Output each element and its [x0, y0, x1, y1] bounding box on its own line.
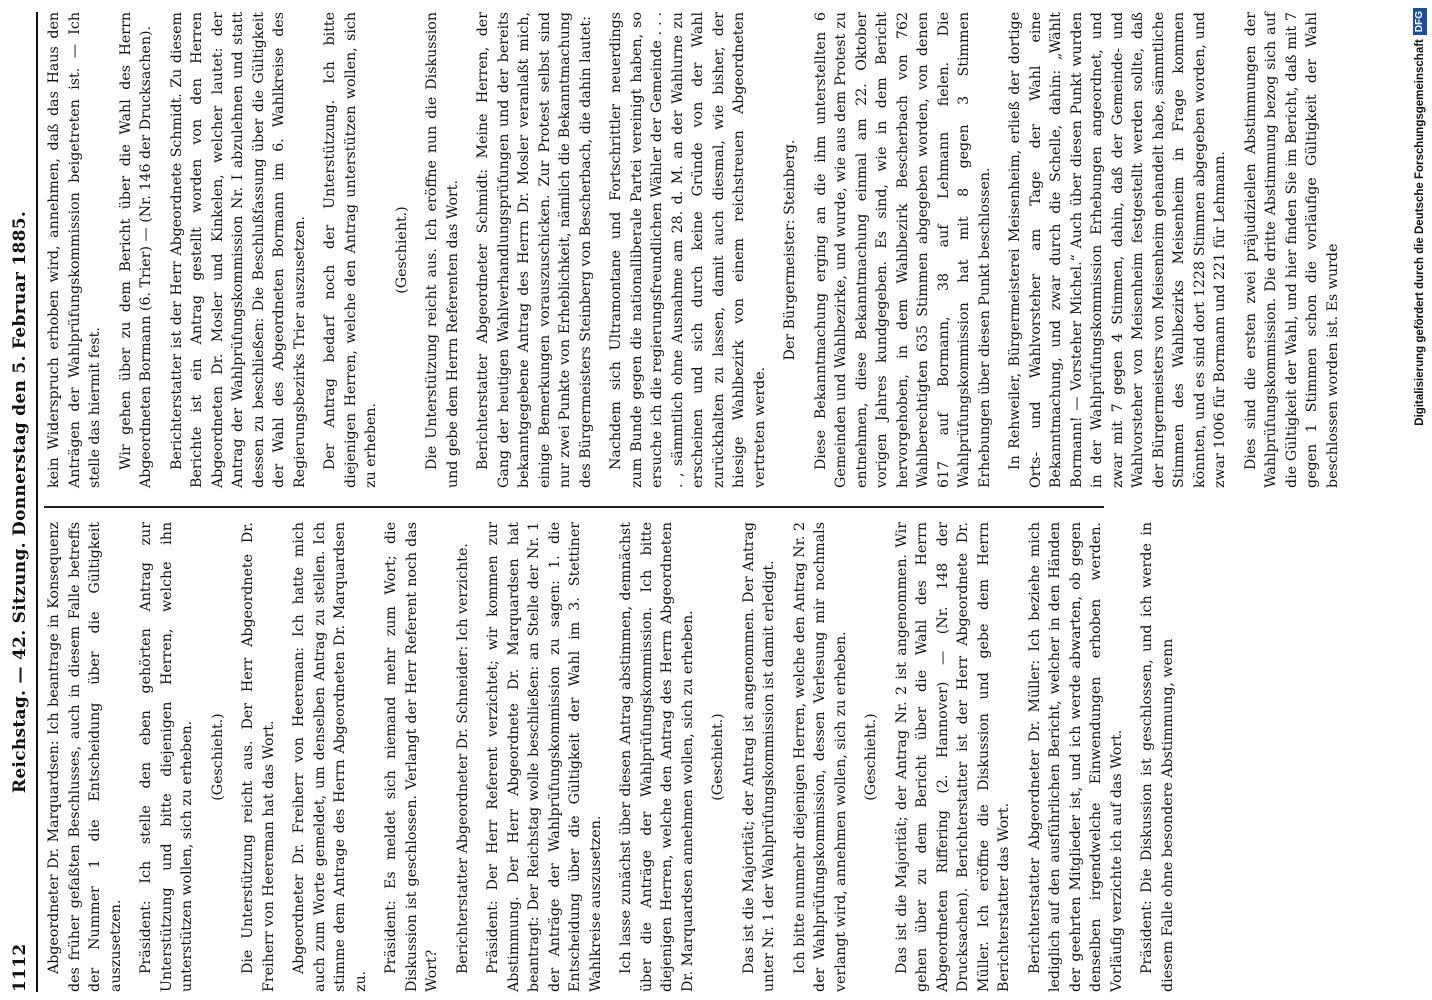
paragraph: (Geschieht.)	[710, 713, 726, 801]
paragraph: Die Unterstützung reicht aus. Ich eröffne nun die Diskussion und gebe dem Herrn Referenten das Wort.	[424, 12, 461, 488]
paragraph: Abgeordneter Dr. Marquardsen: Ich beantrage in Konsequenz des früher gefaßten Beschlusses, auch in diesem Falle betreffs der Nummer 1 die Entscheidung über die Gültigkeit auszusetzen.	[46, 522, 124, 992]
dfg-credit-rotated	[1408, 0, 1432, 1000]
paragraph: Berichterstatter ist der Herr Abgeordnete Schmidt. Zu diesem Berichte ist ein Antrag gestellt worden von den Herren Abgeordneten Dr. Mosler und Kinkelen, welcher lautet: der Antrag der Wahlprüfungskommission Nr. I abzulehnen und statt dessen zu beschließen: Die Beschlußfassung über die Gültigkeit der Wahl des Abgeordneten Bormann im 6. Wahlkreise des Regierungsbezirks Trier auszusetzen.	[168, 12, 308, 488]
paragraph: Diese Bekanntmachung erging an die ihm unterstellten 6 Gemeinden und Wahlbezirke, und wurde, wie aus dem Protest zu entnehmen, diese Bekanntmachung einmal am 22. Oktober vorigen Jahres kundgegeben. Es sind, wie in dem Bericht hervorgehoben, in dem Wahlbezirk Bescherbach von 762 Wahlberechtigten 635 Stimmen abgegeben worden, von denen 617 auf Bormann, 38 auf Lehmann fielen. Die Wahlprüfungskommission hat mit 8 gegen 3 Stimmen Erhebungen über diesen Punkt beschlossen.	[812, 12, 993, 488]
paragraph: Das ist die Majorität; der Antrag ist angenommen. Der Antrag unter Nr. 1 der Wahlprüfungskommission ist damit erledigt.	[740, 522, 777, 992]
paragraph: In Rehweiler, Bürgermeisterei Meisenheim, erließ der dortige Orts- und Wahlvorsteher am Tage der Wahl eine Bekanntmachung, und zwar durch die Schelle, dahin: „Wählt Bormann! — Vorsteher Michel.“ Auch über diesen Punkt wurden in der Wahlprüfungskommission Erhebungen angeordnet, und zwar mit 7 gegen 4 Stimmen, dahin, daß der Gemeinde- und Wahlvorsteher von Meisenheim festgestellt werden sollte, daß der Bürgermeisters von Meisenheim gehandelt habe, sämmtliche Stimmen des Wahlbezirks Meisenheim in Frage kommen könnten, und es sind dort 1228 Stimmen abgegeben worden, und zwar 1006 für Bormann und 221 für Lehmann.	[1007, 12, 1228, 488]
paragraph: Wir gehen über zu dem Bericht über die Wahl des Herrn Abgeordneten Bormann (6. Trier) — (Nr. 146 der Drucksachen).	[117, 12, 154, 488]
page-number: 1112	[10, 943, 30, 992]
header-rule	[36, 12, 38, 992]
paragraph: Berichterstatter Abgeordneter Dr. Müller: Ich beziehe mich lediglich auf den ausführlichen Bericht, welcher in den Händen der geehrten Mitglieder ist, und ich werde abwarten, ob gegen denselben irgendwelche Einwendungen erhoben werden. Vorläufig verzichte ich auf das Wort.	[1026, 522, 1125, 992]
paragraph: Präsident: Es meldet sich niemand mehr zum Wort; die Diskussion ist geschlossen. Verlangt der Herr Referent noch das Wort?	[383, 522, 440, 992]
paragraph: Abgeordneter Dr. Freiherr von Heereman: Ich hatte mich auch zum Worte gemeldet, um denselben Antrag zu stellen. Ich stimme dem Antrage des Herrn Abgeordneten Dr. Marquardsen zu.	[291, 522, 369, 992]
dfg-logo: DFG	[1413, 8, 1427, 35]
paragraph: Dies sind die ersten zwei präjudiziellen Abstimmungen der Wahlprüfungskommission. Die dritte Abstimmung bezog sich auf die Gültigkeit der Wahl, und hier finden Sie im Bericht, daß mit 7 gegen 1 Stimmen schon die vorläufige Gültigkeit der Wahl beschlossen worden ist. Es wurde	[1242, 12, 1341, 488]
dfg-credit-text: Digitalisierung gefördert durch die Deutsche Forschungsgemeinschaft	[1414, 39, 1426, 426]
paragraph: kein Widerspruch erhoben wird, annehmen, daß das Haus den Anträgen der Wahlprüfungskommission beigetreten ist. — Ich stelle das hiermit fest.	[46, 12, 103, 488]
paragraph: Der Antrag bedarf noch der Unterstützung. Ich bitte diejenigen Herren, welche den Antrag unterstützen wollen, sich zu erheben.	[322, 12, 379, 488]
paragraph: Präsident: Der Herr Referent verzichtet; wir kommen zur Abstimmung. Der Herr Abgeordnete Dr. Marquardsen hat beantragt: Der Reichstag wolle beschließen: an Stelle der Nr. 1 der Anträge der Wahlprüfungskommission zu sagen: 1. die Entscheidung über die Gültigkeit der Wahl im 3. Stettiner Wahlkreise auszusetzen.	[485, 522, 604, 992]
page-header	[8, 12, 36, 992]
paragraph: Ich bitte nunmehr diejenigen Herren, welche den Antrag Nr. 2 der Wahlprüfungskommission, dessen Verlesung mir nochmals verlangt wird, annehmen wollen, sich zu erheben.	[791, 522, 849, 992]
paragraph: Nachdem sich Ultramontane und Fortschrittler neuerdings zum Bunde gegen die nationalliberale Partei vereinigt haben, so ersuche ich die regierungsfreundlichen Wähler der Gemeinde . . . . , sämmtlich ohne Ausnahme am 28. d. M. an der Wahlurne zu erscheinen und sich durch keine Gründe von der Wahl zurückhalten zu lassen, damit auch diesmal, wie bisher, der hiesige Wahlbezirk von einem reichstreuen Abgeordneten vertreten werde.	[608, 12, 768, 488]
paragraph: Berichterstatter Abgeordneter Dr. Schneider: Ich verzichte.	[454, 543, 471, 974]
paragraph: Ich lasse zunächst über diesen Antrag abstimmen, demnächst über die Anträge der Wahlprüfungskommission. Ich bitte diejenigen Herren, welche den Antrag des Herrn Abgeordneten Dr. Marquardsen annehmen wollen, sich zu erheben.	[618, 522, 696, 992]
paragraph: Das ist die Majorität; der Antrag Nr. 2 ist angenommen. Wir gehen über zu dem Bericht über die Wahl des Herrn Abgeordneten Riffering (2. Hannover) — (Nr. 148 der Drucksachen). Berichterstatter ist der Herr Abgeordnete Dr. Müller. Ich eröffne die Diskussion und gebe dem Herrn Berichterstatter das Wort.	[893, 522, 1012, 992]
paragraph: Präsident: Die Diskussion ist geschlossen, und ich werde in diesem Falle ohne besondere Abstimmung, wenn	[1139, 522, 1176, 992]
page-title: Reichstag. — 42. Sitzung. Donnerstag den 5. Februar 1885.	[10, 210, 30, 794]
paragraph: (Geschieht.)	[209, 713, 226, 801]
paragraph: Der Bürgermeister: Steinberg.	[782, 139, 798, 361]
paragraph: Präsident: Ich stelle den eben gehörten Antrag zur Unterstützung und bitte diejenigen Herren, welche ihn unterstützen wollen, sich zu erheben.	[138, 522, 195, 992]
paragraph: Berichterstatter Abgeordneter Schmidt: Meine Herren, der Gang der heutigen Wahlverhandlungsprüfungen und der bereits bekanntgegebene Antrag des Herrn Dr. Mosler veranlaßt mich, einige Bemerkungen vorauszuschicken. Zur Protest selbst sind nur zwei Punkte von Erheblichkeit, nämlich die Bekanntmachung des Bürgermeisters Steinberg von Bescherbach, die dahin lautet:	[475, 12, 594, 488]
paragraph: (Geschieht.)	[393, 206, 410, 294]
dfg-credit-strip	[1408, 0, 1432, 1000]
paragraph: Die Unterstützung reicht aus. Der Herr Abgeordnete Dr. Freiherr von Heereman hat das Wort.	[240, 522, 277, 992]
right-column	[44, 12, 1341, 488]
column-divider	[44, 506, 1104, 508]
left-column	[44, 522, 1176, 992]
paragraph: (Geschieht.)	[863, 713, 879, 801]
